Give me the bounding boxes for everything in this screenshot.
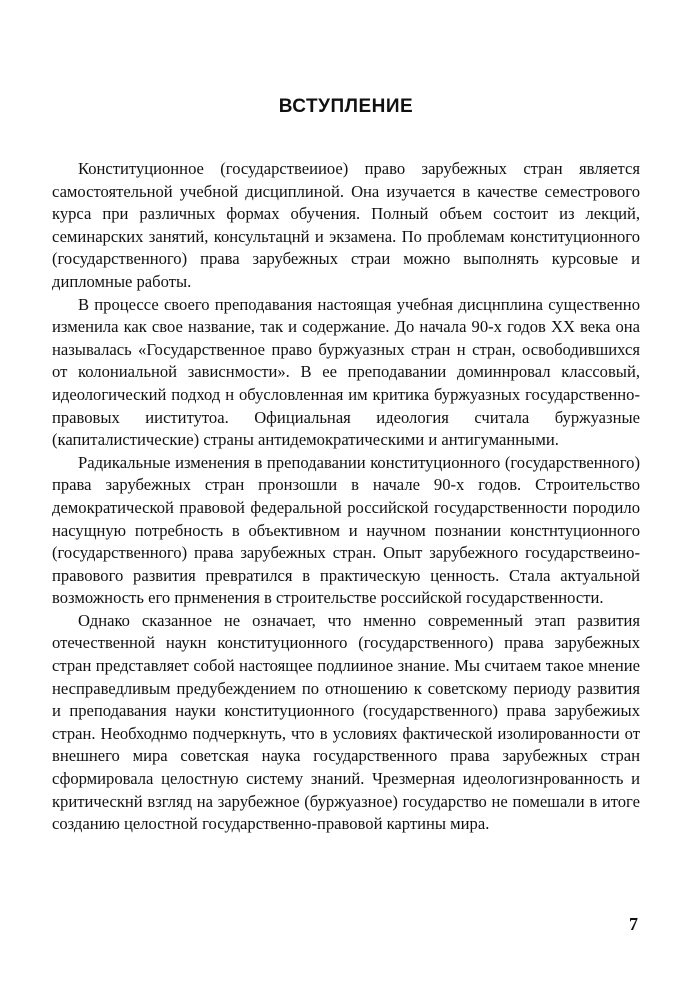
paragraph-4: Однако сказанное не означает, что нменно современный этап развития отечественной наукн конституционного (государственного) права зарубежных стран представляет собой настоящее подлииное знание. Мы считаем такое мнение несправедливым предубеждением по отношению к советскому периоду развития и преподавания науки конституционного (государственного) права зарубежиых стран. Необходнмо подчеркнуть, что в условиях фактической изолированности от внешнего мира советская наука государственного права зарубежных стран сформировала целостную систему знаний. Чрезмерная идеологизнрованность и критическнй взгляд на зарубежное (буржуазное) государство не помешали в итоге созданию целостной государственно-правовой картины мира. xyxy=(52,610,640,834)
body-text xyxy=(52,158,640,836)
paragraph-1: Конституционное (государствеииое) право зарубежных стран является самостоятельной учебной дисциплиной. Она изучается в качестве семестрового курса при различных формах обучения. Полный объем состоит из лекций, семинарских занятий, консультацнй и экзамена. По проблемам конституционного (государственного) права зарубежных страи можно выполнять курсовые и дипломные работы. xyxy=(52,159,640,291)
paragraph-2: В процессе своего преподавания настоящая учебная дисцнплина существенно изменила как свое название, так и содержание. До начала 90-х годов XX века она называлась «Государственное право буржуазных стран н стран, освободившихся от колониальной зависнмости». В ее преподавании доминнровал классовый, идеологический подход н обусловленная им критика буржуазных государственно-правовых ииститутоа. Официальная идеология считала буржуазные (капиталистические) страны антидемократическими и антигуманными. xyxy=(52,294,640,450)
page-title: ВСТУПЛЕНИЕ xyxy=(278,96,414,117)
page-number: 7 xyxy=(629,914,638,934)
paragraph-3: Радикальные изменения в преподавании конституционного (государственного) права зарубежных стран пронзошли в начале 90-х годов. Строительство демократической правовой федеральной российской государственности породило насущную потребность в объективном и научном познании констнтуционного (государственного) права зарубежных стран. Опыт зарубежного государствеино-правового развития превратился в практическую ценность. Стала актуальной возможность его прнменения в строительстве российской государственности. xyxy=(52,452,640,608)
